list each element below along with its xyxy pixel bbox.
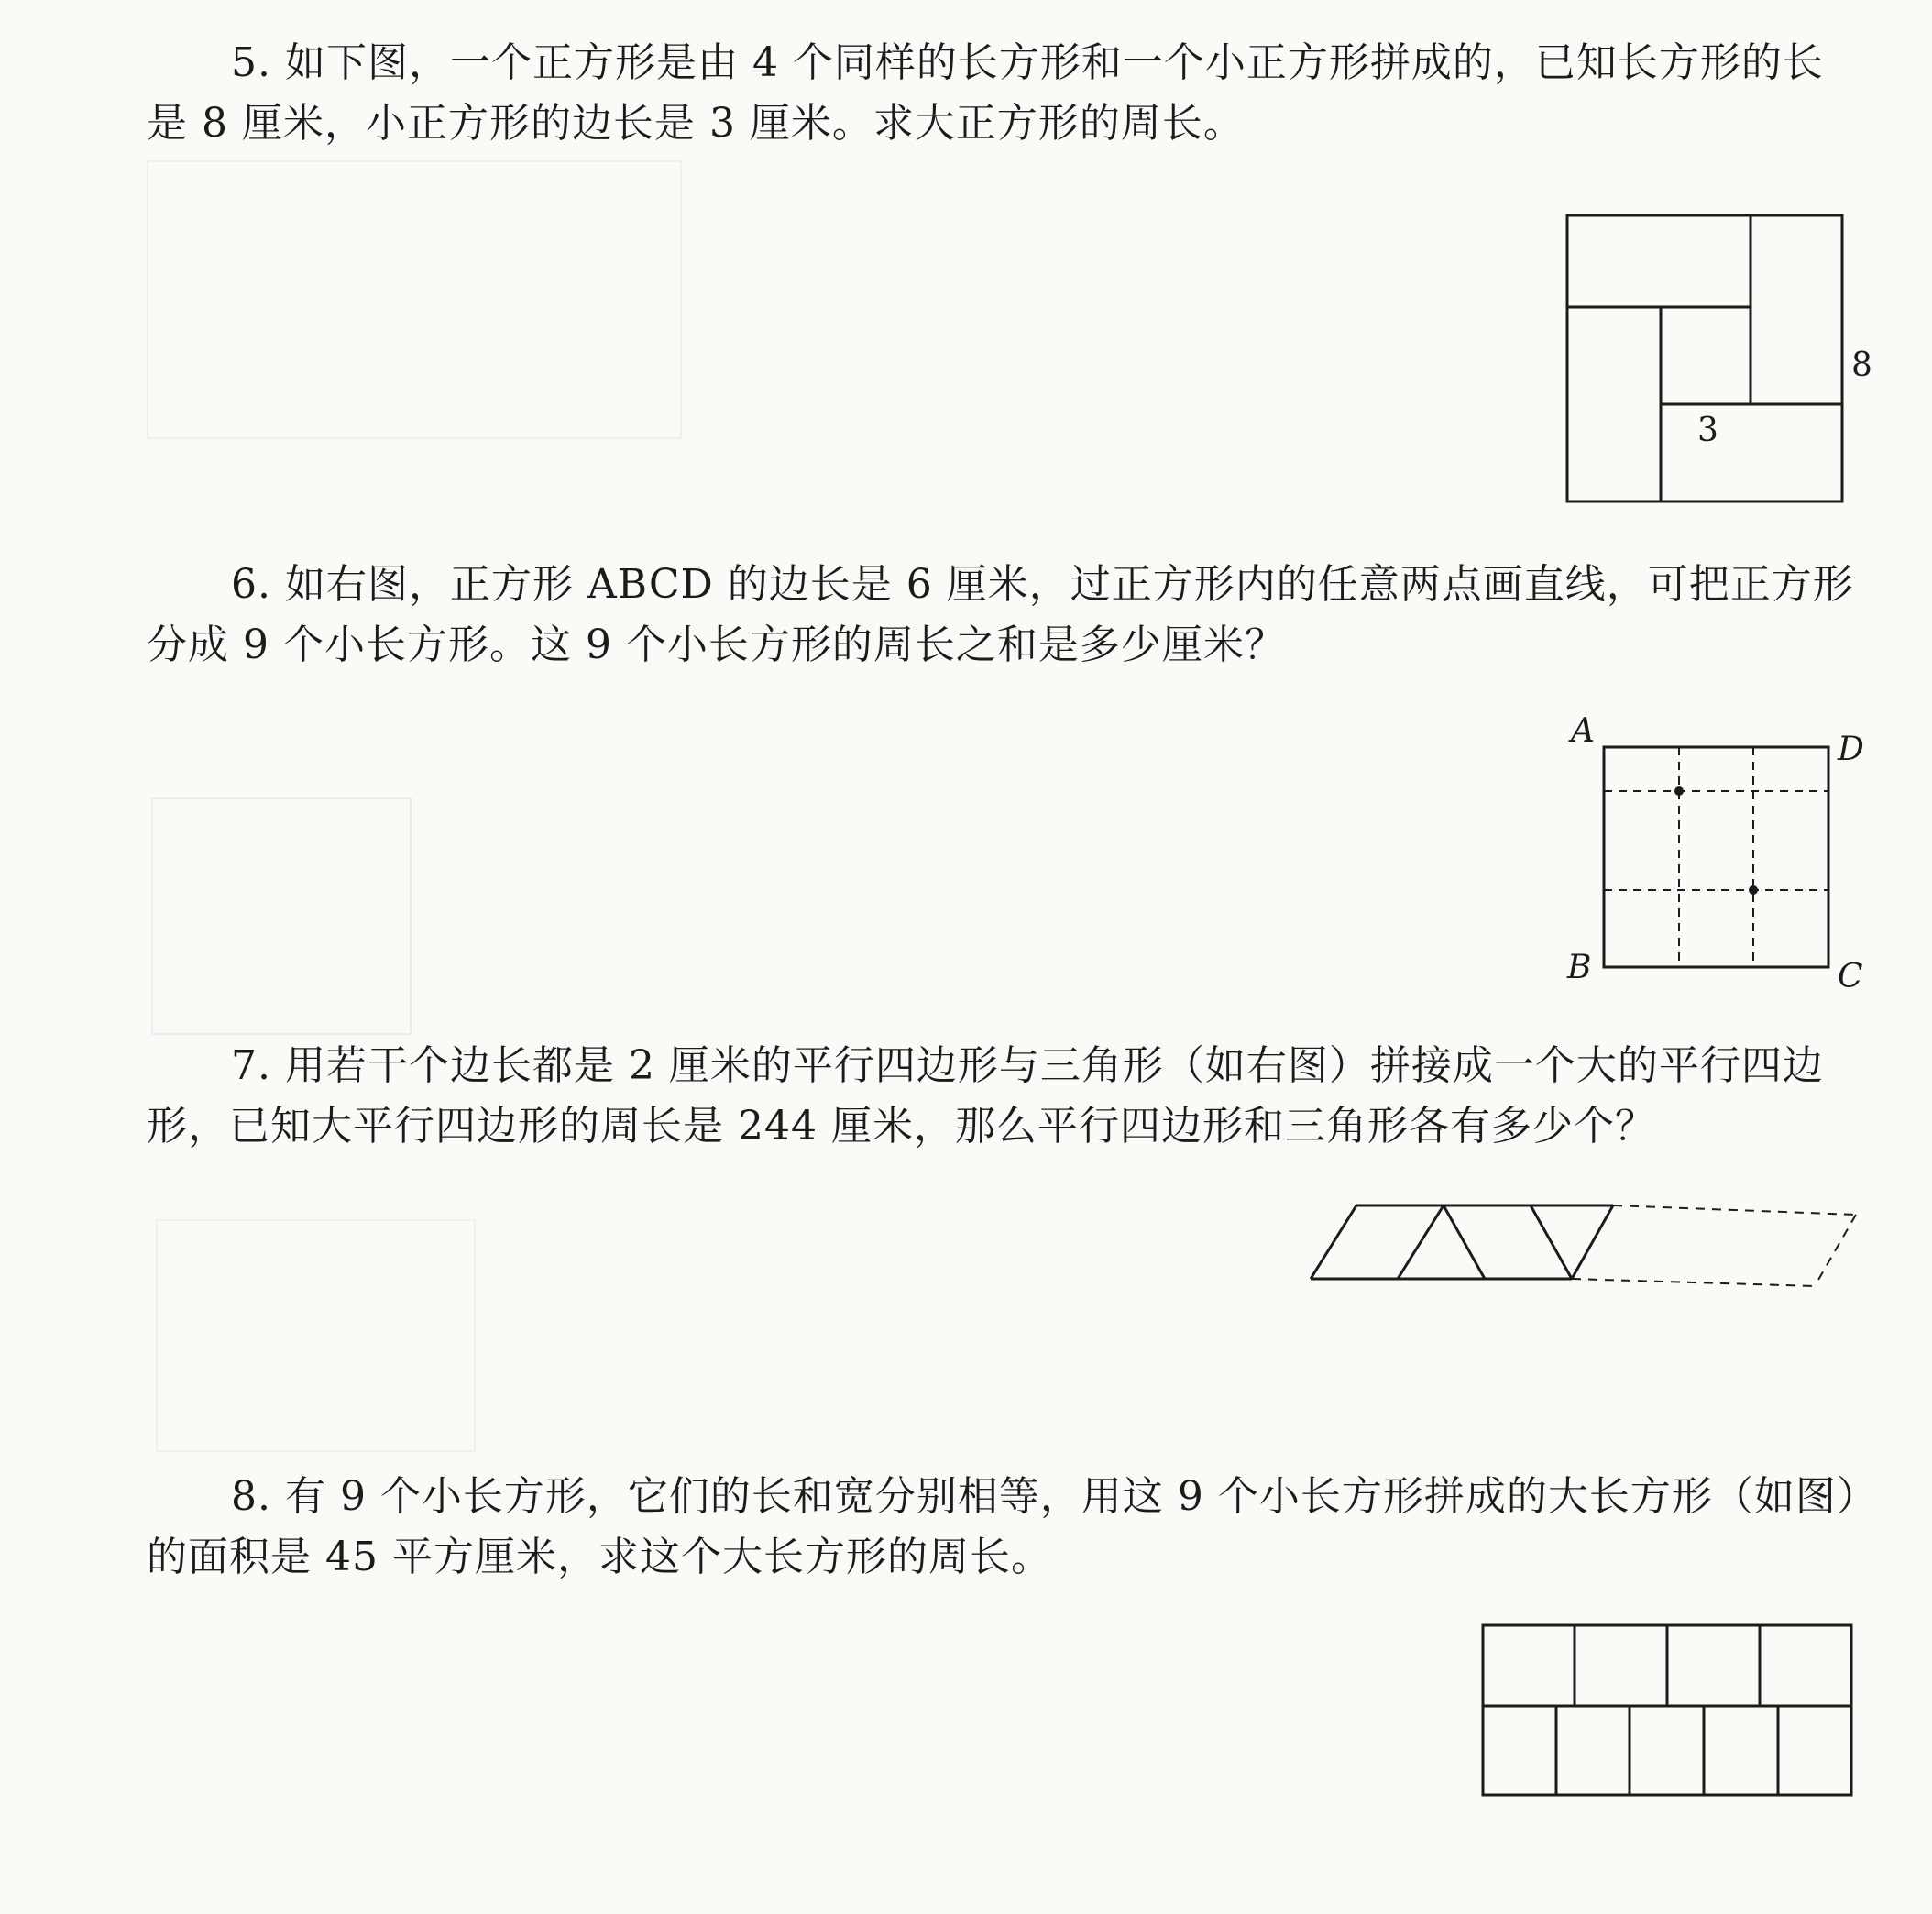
show-through-grid bbox=[151, 798, 412, 1035]
point-marker bbox=[1749, 886, 1758, 895]
problem-text-line: 7. 用若干个边长都是 2 厘米的平行四边形与三角形（如右图）拼接成一个大的平行四边 bbox=[231, 1042, 1824, 1089]
figure-square-of-rectangles bbox=[1558, 206, 1870, 518]
problem-7 bbox=[147, 1036, 1870, 1157]
problem-text-line: 形，已知大平行四边形的周长是 244 厘米，那么平行四边形和三角形各有多少个？ bbox=[147, 1103, 1656, 1150]
vertex-label-a: A bbox=[1571, 712, 1595, 750]
triangle-edge bbox=[1444, 1205, 1485, 1279]
show-through-grid bbox=[156, 1219, 476, 1452]
triangle-edge bbox=[1398, 1205, 1444, 1279]
problem-8 bbox=[147, 1467, 1878, 1588]
problem-text-line: 6. 如右图，正方形 ABCD 的边长是 6 厘米，过正方形内的任意两点画直线，可把正方形 bbox=[231, 561, 1854, 608]
figure-parallelogram-strip bbox=[1301, 1196, 1870, 1297]
vertex-label-c: C bbox=[1838, 958, 1863, 996]
point-marker bbox=[1674, 786, 1684, 796]
square-abcd bbox=[1604, 747, 1828, 967]
outer-square bbox=[1567, 215, 1842, 501]
dashed-extension bbox=[1572, 1279, 1815, 1286]
side-length-label: 8 bbox=[1851, 346, 1872, 384]
inner-square-label: 3 bbox=[1697, 412, 1718, 449]
vertex-label-b: B bbox=[1567, 949, 1592, 986]
figure-square-abcd bbox=[1558, 710, 1870, 1004]
problem-text-line: 8. 有 9 个小长方形，它们的长和宽分别相等，用这 9 个小长方形拼成的大长方形（如图） bbox=[231, 1473, 1878, 1520]
show-through-grid bbox=[147, 160, 682, 439]
triangle-edge bbox=[1531, 1205, 1572, 1279]
dashed-extension bbox=[1613, 1205, 1856, 1215]
dashed-extension bbox=[1815, 1215, 1856, 1286]
strip-edge bbox=[1311, 1205, 1613, 1279]
nine-rectangles-diagram bbox=[1476, 1618, 1861, 1801]
abcd-diagram bbox=[1558, 710, 1870, 1004]
problem-6 bbox=[147, 555, 1870, 676]
triangle-edge bbox=[1572, 1205, 1613, 1279]
problem-text-line: 是 8 厘米，小正方形的边长是 3 厘米。求大正方形的周长。 bbox=[147, 100, 1245, 147]
problem-5 bbox=[147, 33, 1870, 154]
problem-text-line: 5. 如下图，一个正方形是由 4 个同样的长方形和一个小正方形拼成的，已知长方形的长 bbox=[231, 39, 1824, 86]
vertex-label-d: D bbox=[1838, 731, 1864, 768]
figure-nine-rectangles bbox=[1476, 1618, 1861, 1801]
problem-text-line: 分成 9 个小长方形。这 9 个小长方形的周长之和是多少厘米？ bbox=[147, 622, 1286, 668]
square-diagram bbox=[1558, 206, 1870, 518]
parallelogram-strip-diagram bbox=[1301, 1196, 1870, 1297]
problem-text-line: 的面积是 45 平方厘米，求这个大长方形的周长。 bbox=[147, 1534, 1052, 1580]
